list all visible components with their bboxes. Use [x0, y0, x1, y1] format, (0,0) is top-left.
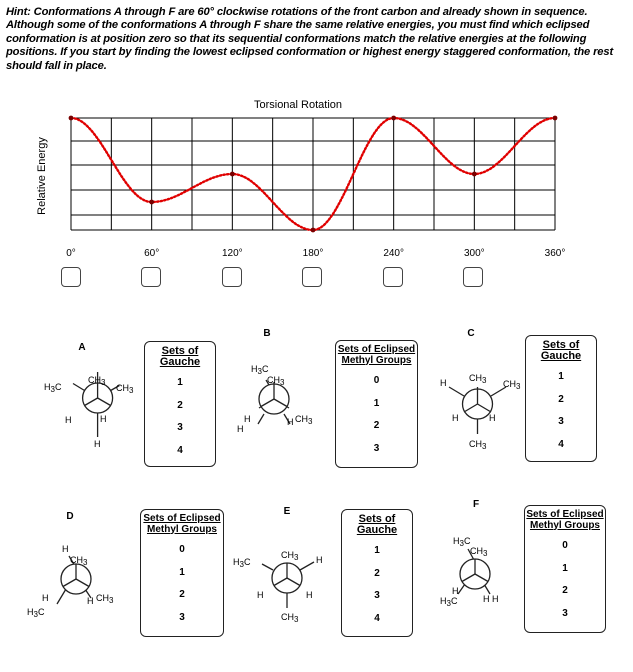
gauche-card-a[interactable]: [144, 341, 216, 467]
group-ch3: CH3: [503, 379, 521, 391]
atom-h: H: [492, 594, 499, 604]
option-4[interactable]: 4: [374, 612, 380, 624]
x-tick-label: 60°: [144, 248, 160, 259]
label-a: A: [78, 342, 86, 353]
option-0[interactable]: 0: [373, 375, 380, 386]
atom-h: H: [287, 417, 294, 427]
option-4[interactable]: 4: [177, 444, 183, 456]
atom-h: H: [62, 544, 69, 554]
card-options: [525, 535, 605, 625]
card-title: Sets of Eclipsed Methyl Groups: [143, 513, 221, 535]
atom-h: H: [452, 413, 459, 423]
card-options: [141, 539, 223, 629]
atom-h: H: [94, 439, 101, 449]
group-ch3: CH3: [70, 555, 88, 567]
newman-a: [44, 342, 134, 449]
card-title: Sets of Gauche: [356, 513, 398, 536]
group-ch3: CH3: [96, 593, 114, 605]
option-2[interactable]: 2: [177, 399, 183, 411]
label-e: E: [283, 506, 291, 517]
newman-c: [440, 328, 521, 451]
x-tick-label: 300°: [463, 248, 485, 259]
atom-h: H: [440, 378, 447, 388]
atom-h: H: [244, 414, 251, 424]
group-h3c: H3C: [251, 364, 269, 376]
card-title: Sets of Eclipsed Methyl Groups: [337, 344, 416, 366]
newman-d: [27, 511, 114, 619]
label-c: C: [467, 328, 475, 339]
card-options: [342, 540, 412, 630]
gauche-card-c[interactable]: [525, 335, 597, 462]
hint-line: should fall in place.: [6, 59, 107, 72]
option-2[interactable]: 2: [562, 585, 568, 596]
option-3[interactable]: 3: [558, 416, 564, 427]
group-h3c: H3C: [44, 382, 62, 394]
atom-h: H: [65, 415, 72, 425]
group-ch3: CH3: [281, 612, 299, 624]
atom-h: H: [452, 586, 459, 596]
option-2[interactable]: 2: [373, 420, 380, 431]
option-1[interactable]: 1: [177, 377, 183, 388]
option-3[interactable]: 3: [179, 611, 185, 623]
card-title: Sets of Gauche: [159, 345, 201, 368]
x-tick-label: 360°: [544, 248, 566, 259]
group-h3c: H3C: [440, 596, 458, 608]
chart-title: Torsional Rotation: [253, 99, 343, 111]
option-0[interactable]: 0: [179, 544, 185, 555]
group-ch3: CH3: [88, 375, 106, 387]
group-ch3: CH3: [470, 546, 488, 558]
group-ch3: CH3: [295, 414, 313, 426]
eclipsed-card-d[interactable]: [140, 509, 224, 637]
group-h3c: H3C: [453, 536, 471, 548]
atom-h: H: [42, 593, 49, 603]
option-1[interactable]: 1: [373, 397, 380, 409]
atom-h: H: [87, 596, 94, 606]
newman-e: [233, 506, 323, 624]
group-h3c: H3C: [233, 557, 251, 569]
atom-h: H: [237, 424, 244, 434]
hint-line: conformation is at position zero so that its sequential conformations match the relative energies at the following: [6, 32, 587, 45]
newman-b: [237, 328, 313, 434]
x-tick-label: 240°: [383, 248, 405, 259]
atom-h: H: [489, 413, 496, 423]
x-tick-label: 0°: [66, 248, 76, 259]
option-3[interactable]: 3: [177, 422, 183, 433]
option-1[interactable]: 1: [179, 566, 185, 578]
atom-h: H: [306, 590, 313, 600]
group-ch3: CH3: [281, 550, 299, 562]
group-ch3: CH3: [116, 383, 134, 395]
option-2[interactable]: 2: [558, 393, 564, 405]
option-3[interactable]: 3: [374, 590, 380, 601]
x-tick-label: 180°: [302, 248, 324, 259]
gauche-card-e[interactable]: [341, 509, 413, 637]
label-b: B: [263, 328, 271, 339]
option-3[interactable]: 3: [373, 442, 380, 454]
y-axis-label: Relative Energy: [36, 137, 48, 215]
option-4[interactable]: 4: [558, 438, 564, 450]
group-h3c: H3C: [27, 607, 45, 619]
atom-h: H: [257, 590, 264, 600]
group-ch3: CH3: [469, 373, 487, 385]
option-0[interactable]: 0: [562, 540, 568, 551]
atom-h: H: [316, 555, 323, 565]
hint-line: Although some of the conformations A through F share the same relative energies, you must find which eclipsed: [6, 19, 590, 32]
atom-h: H: [483, 594, 490, 604]
group-ch3: CH3: [469, 439, 487, 451]
option-1[interactable]: 1: [558, 371, 564, 382]
option-1[interactable]: 1: [562, 562, 568, 574]
card-title: Sets of Eclipsed Methyl Groups: [526, 509, 604, 531]
hint-line: positions. If you start by finding the lowest eclipsed conformation or highest energy staggered conformation, the rest: [6, 46, 614, 59]
option-2[interactable]: 2: [374, 567, 380, 579]
eclipsed-card-b[interactable]: [335, 340, 418, 468]
hint-line: Hint: Conformations A through F are 60° clockwise rotations of the front carbon and already shown in sequence.: [6, 6, 588, 18]
label-f: F: [472, 499, 480, 510]
card-options: [526, 366, 596, 456]
label-d: D: [66, 511, 74, 522]
card-title: Sets of Gauche: [540, 339, 582, 362]
atom-h: H: [100, 414, 107, 424]
option-3[interactable]: 3: [562, 607, 568, 619]
group-ch3: CH3: [267, 375, 285, 387]
x-tick-label: 120°: [221, 248, 243, 259]
newman-f: [440, 499, 499, 608]
option-1[interactable]: 1: [374, 545, 380, 556]
option-2[interactable]: 2: [179, 589, 185, 600]
card-options: [145, 372, 215, 462]
eclipsed-card-f[interactable]: [524, 505, 606, 633]
card-options: [336, 370, 417, 460]
